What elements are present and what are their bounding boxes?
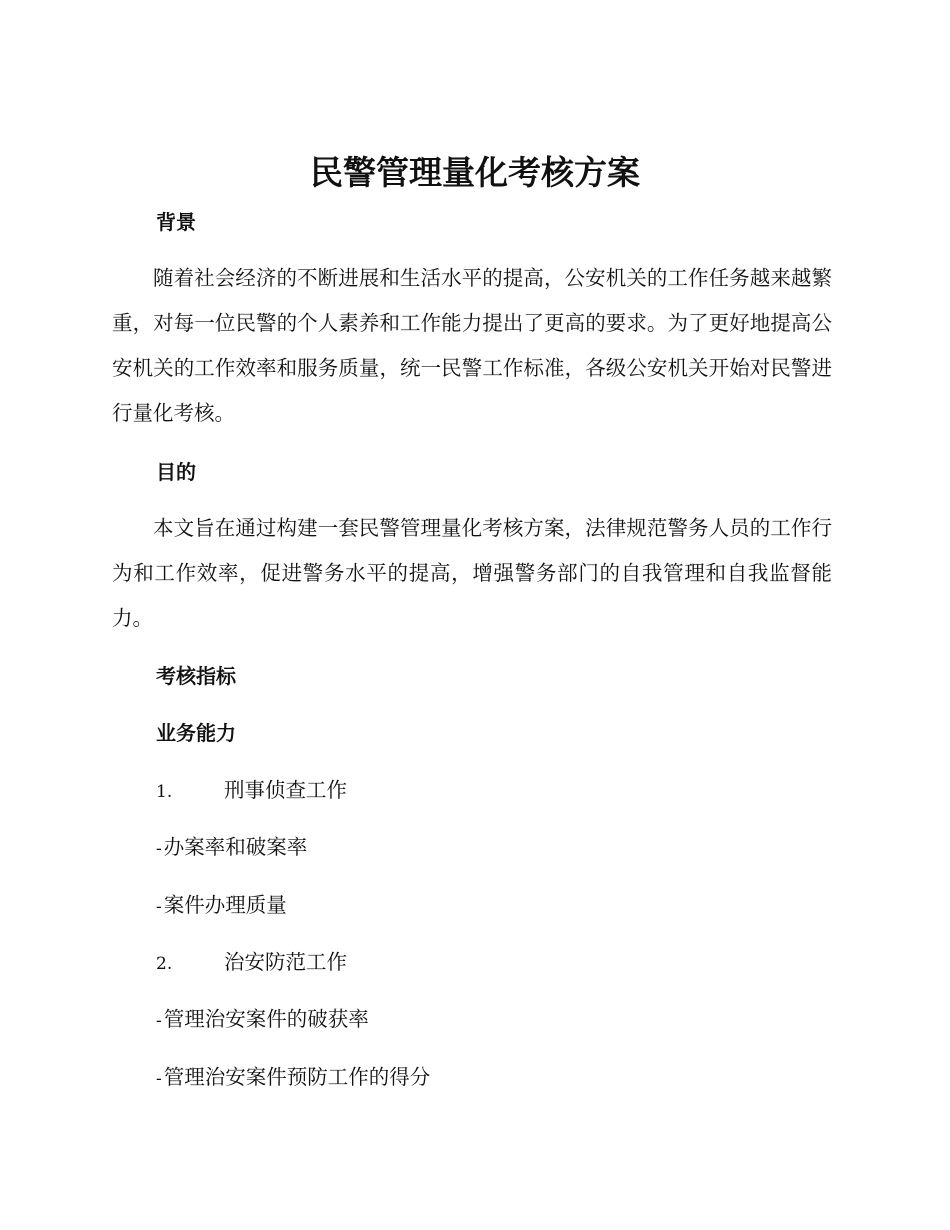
dash-marker: -: [156, 1069, 162, 1089]
list-subitem-text: 办案率和破案率: [163, 835, 308, 859]
list-subitem: [156, 890, 287, 922]
heading-background: 背景: [156, 210, 196, 234]
list-item-label: 治安防范工作: [224, 950, 347, 974]
list-subitem-text: 管理治安案件的破获率: [163, 1007, 369, 1031]
list-item-number: 2.: [156, 954, 173, 974]
heading-indicators: 考核指标: [156, 664, 236, 688]
list-item-label: 刑事侦查工作: [224, 778, 347, 802]
list-subitem: [156, 1004, 369, 1036]
list-item-public-security: [156, 947, 347, 979]
list-subitem-text: 管理治安案件预防工作的得分: [163, 1065, 431, 1089]
dash-marker: -: [156, 839, 162, 859]
dash-marker: -: [156, 897, 162, 917]
document-title: 民警管理量化考核方案: [310, 153, 640, 192]
subheading-business-ability: 业务能力: [156, 721, 236, 745]
list-item-criminal-investigation: [156, 775, 347, 807]
list-subitem-text: 案件办理质量: [163, 893, 287, 917]
list-subitem: [156, 832, 307, 864]
list-subitem: [156, 1062, 430, 1094]
paragraph-background: 随着社会经济的不断进展和生活水平的提高，公安机关的工作任务越来越繁重，对每一位民警的个人素养和工作能力提出了更高的要求。为了更好地提高公安机关的工作效率和服务质量，统一民警工作标准，各级公安机关开始对民警进行量化考核。: [112, 266, 832, 425]
paragraph-purpose: 本文旨在通过构建一套民警管理量化考核方案，法律规范警务人员的工作行为和工作效率，促进警务水平的提高，增强警务部门的自我管理和自我监督能力。: [112, 516, 832, 630]
dash-marker: -: [156, 1011, 162, 1031]
heading-purpose: 目的: [156, 460, 196, 484]
list-item-number: 1.: [156, 782, 173, 802]
